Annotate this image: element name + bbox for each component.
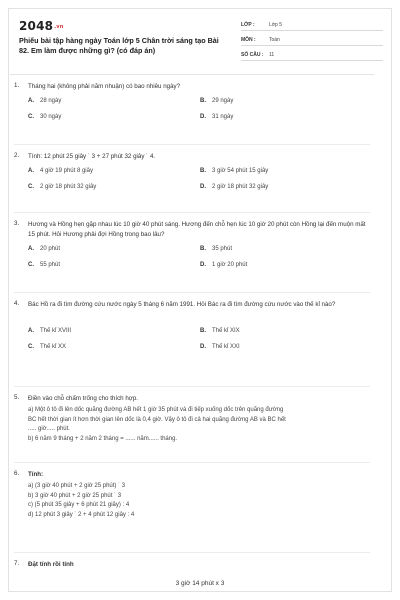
option-d[interactable] [200,184,372,190]
question-2 [14,152,370,190]
meta-label: SỐ CÂU : [241,52,264,58]
question-4 [14,300,370,350]
option-text: 1 giờ 20 phút [212,262,248,268]
question-3 [14,220,370,268]
option-letter: A. [28,98,34,104]
option-text: 29 ngày [212,98,234,104]
sub-items [28,406,370,444]
question-text: Điền vào chỗ chấm trống cho thích hợp. [28,395,138,402]
option-b[interactable] [200,246,372,252]
option-text: 2 giờ 18 phút 32 giây [40,184,97,190]
question-text: Bác Hồ ra đi tìm đường cứu nước ngày 5 tháng 6 năm 1991. Hỏi Bác ra đi tìm đường cứu nước vào thế kỉ nào? [28,301,336,308]
meta-row-count [241,49,383,61]
question-divider [14,552,370,553]
meta-value: Lớp 5 [269,22,283,28]
option-text: 31 ngày [212,114,234,120]
option-c[interactable] [28,344,200,350]
option-text: Thế kỉ XIX [212,328,240,334]
option-text: 30 ngày [40,114,62,120]
option-text: 4 giờ 19 phút 8 giây [40,168,93,174]
option-letter: C. [28,262,34,268]
option-d[interactable] [200,344,372,350]
question-divider [14,144,370,145]
option-text: Thế kỉ XXI [212,344,240,350]
question-number: 7. [14,560,20,567]
option-d[interactable] [200,262,372,268]
worksheet-header [19,19,383,77]
option-letter: A. [28,328,34,334]
question-text: Tính: 12 phút 25 giây ˙ 3 + 27 phút 32 giây ˙ 4. [28,153,156,160]
question-number: 1. [14,82,20,89]
question-text: Đặt tính rồi tính [28,561,74,568]
sub-item-line: d) 12 phút 3 giây ˙ 2 + 4 phút 12 giây : 4 [28,511,135,518]
sub-item-line: a) (3 giờ 40 phút + 2 giờ 25 phút) ˙ 3 [28,483,126,489]
meta-value: 11 [269,52,275,58]
option-letter: C. [28,114,34,120]
meta-label: MÔN : [241,37,256,43]
option-text: 2 giờ 18 phút 32 giây [212,184,269,190]
options [28,328,370,350]
option-text: Thế kỉ XVIII [40,328,72,334]
site-logo[interactable] [19,19,64,33]
question-number: 5. [14,394,20,401]
question-6 [14,470,370,520]
meta-row-class [241,19,383,31]
question-divider [14,292,370,293]
question-text: Tính: [28,471,44,478]
meta-row-subject [241,34,383,46]
option-text: 3 giờ 54 phút 15 giây [212,168,269,174]
options [28,98,370,120]
option-text: 28 ngày [40,98,62,104]
sub-item-line: ..... giờ..... phút. [28,426,70,432]
question-text: Hương và Hồng hẹn gặp nhau lúc 10 giờ 40 phút sáng. Hương đến chỗ hẹn lúc 10 giờ 20 phút còn Hồng lại đến muộn mất 15 phút. Hỏi Hương phải đợi Hồng trong bao lâu? [28,221,366,238]
calculation-prompt: 3 giờ 14 phút x 3 [175,580,225,587]
question-divider [14,462,370,463]
option-letter: D. [200,184,206,190]
meta-label: LỚP : [241,22,255,28]
option-c[interactable] [28,262,200,268]
option-a[interactable] [28,98,200,104]
option-b[interactable] [200,98,372,104]
option-text: 35 phút [212,246,233,252]
sub-item-line: a) Một ô tô đi lên dốc quãng đường AB hết 1 giờ 35 phút và đi tiếp xuống dốc trên quãng đường [28,407,284,413]
option-b[interactable] [200,168,372,174]
sub-item-line: BC hết thời gian ít hơn thời gian lên dốc là 0,4 giờ. Vậy ô tô đi cả hai quãng đường AB và BC hết [28,416,286,423]
question-5 [14,394,370,444]
question-number: 3. [14,220,20,227]
option-letter: B. [200,246,206,252]
meta-value: Toán [269,37,280,43]
option-letter: B. [200,98,206,104]
question-number: 6. [14,470,20,477]
option-letter: D. [200,114,206,120]
question-1 [14,82,370,120]
sub-item-line: b) 6 năm 9 tháng + 2 năm 2 tháng = ...... năm...... tháng. [28,435,178,442]
question-divider [14,386,370,387]
option-letter: B. [200,168,206,174]
header-divider [10,74,374,75]
question-divider [14,212,370,213]
option-letter: D. [200,344,206,350]
question-7 [14,560,370,570]
question-text: Tháng hai (không phải năm nhuận) có bao nhiêu ngày? [28,83,181,90]
sub-items [28,482,370,520]
option-letter: D. [200,262,206,268]
option-letter: A. [28,246,34,252]
option-c[interactable] [28,114,200,120]
sub-item-line: b) 3 giờ 40 phút + 2 giờ 25 phút ˙ 3 [28,492,122,499]
option-d[interactable] [200,114,372,120]
option-text: 20 phút [40,246,61,252]
option-a[interactable] [28,246,200,252]
logo-text: 2048 [19,19,54,33]
option-a[interactable] [28,328,200,334]
options [28,168,370,190]
option-a[interactable] [28,168,200,174]
option-letter: B. [200,328,206,334]
sub-item-line: c) (5 phút 35 giây + 6 phút 21 giây) : 4 [28,502,130,508]
question-number: 4. [14,300,20,307]
option-b[interactable] [200,328,372,334]
option-text: Thế kỉ XX [40,344,67,350]
worksheet-meta [241,19,383,64]
option-text: 55 phút [40,262,61,268]
option-c[interactable] [28,184,200,190]
option-letter: C. [28,184,34,190]
worksheet-title: Phiếu bài tập hàng ngày Toán lớp 5 Chân trời sáng tạo Bài 82. Em làm được những gì? (có đáp án) [19,36,219,55]
options [28,246,370,268]
logo-suffix: .vn [54,24,64,30]
option-letter: C. [28,344,34,350]
option-letter: A. [28,168,34,174]
question-number: 2. [14,152,20,159]
